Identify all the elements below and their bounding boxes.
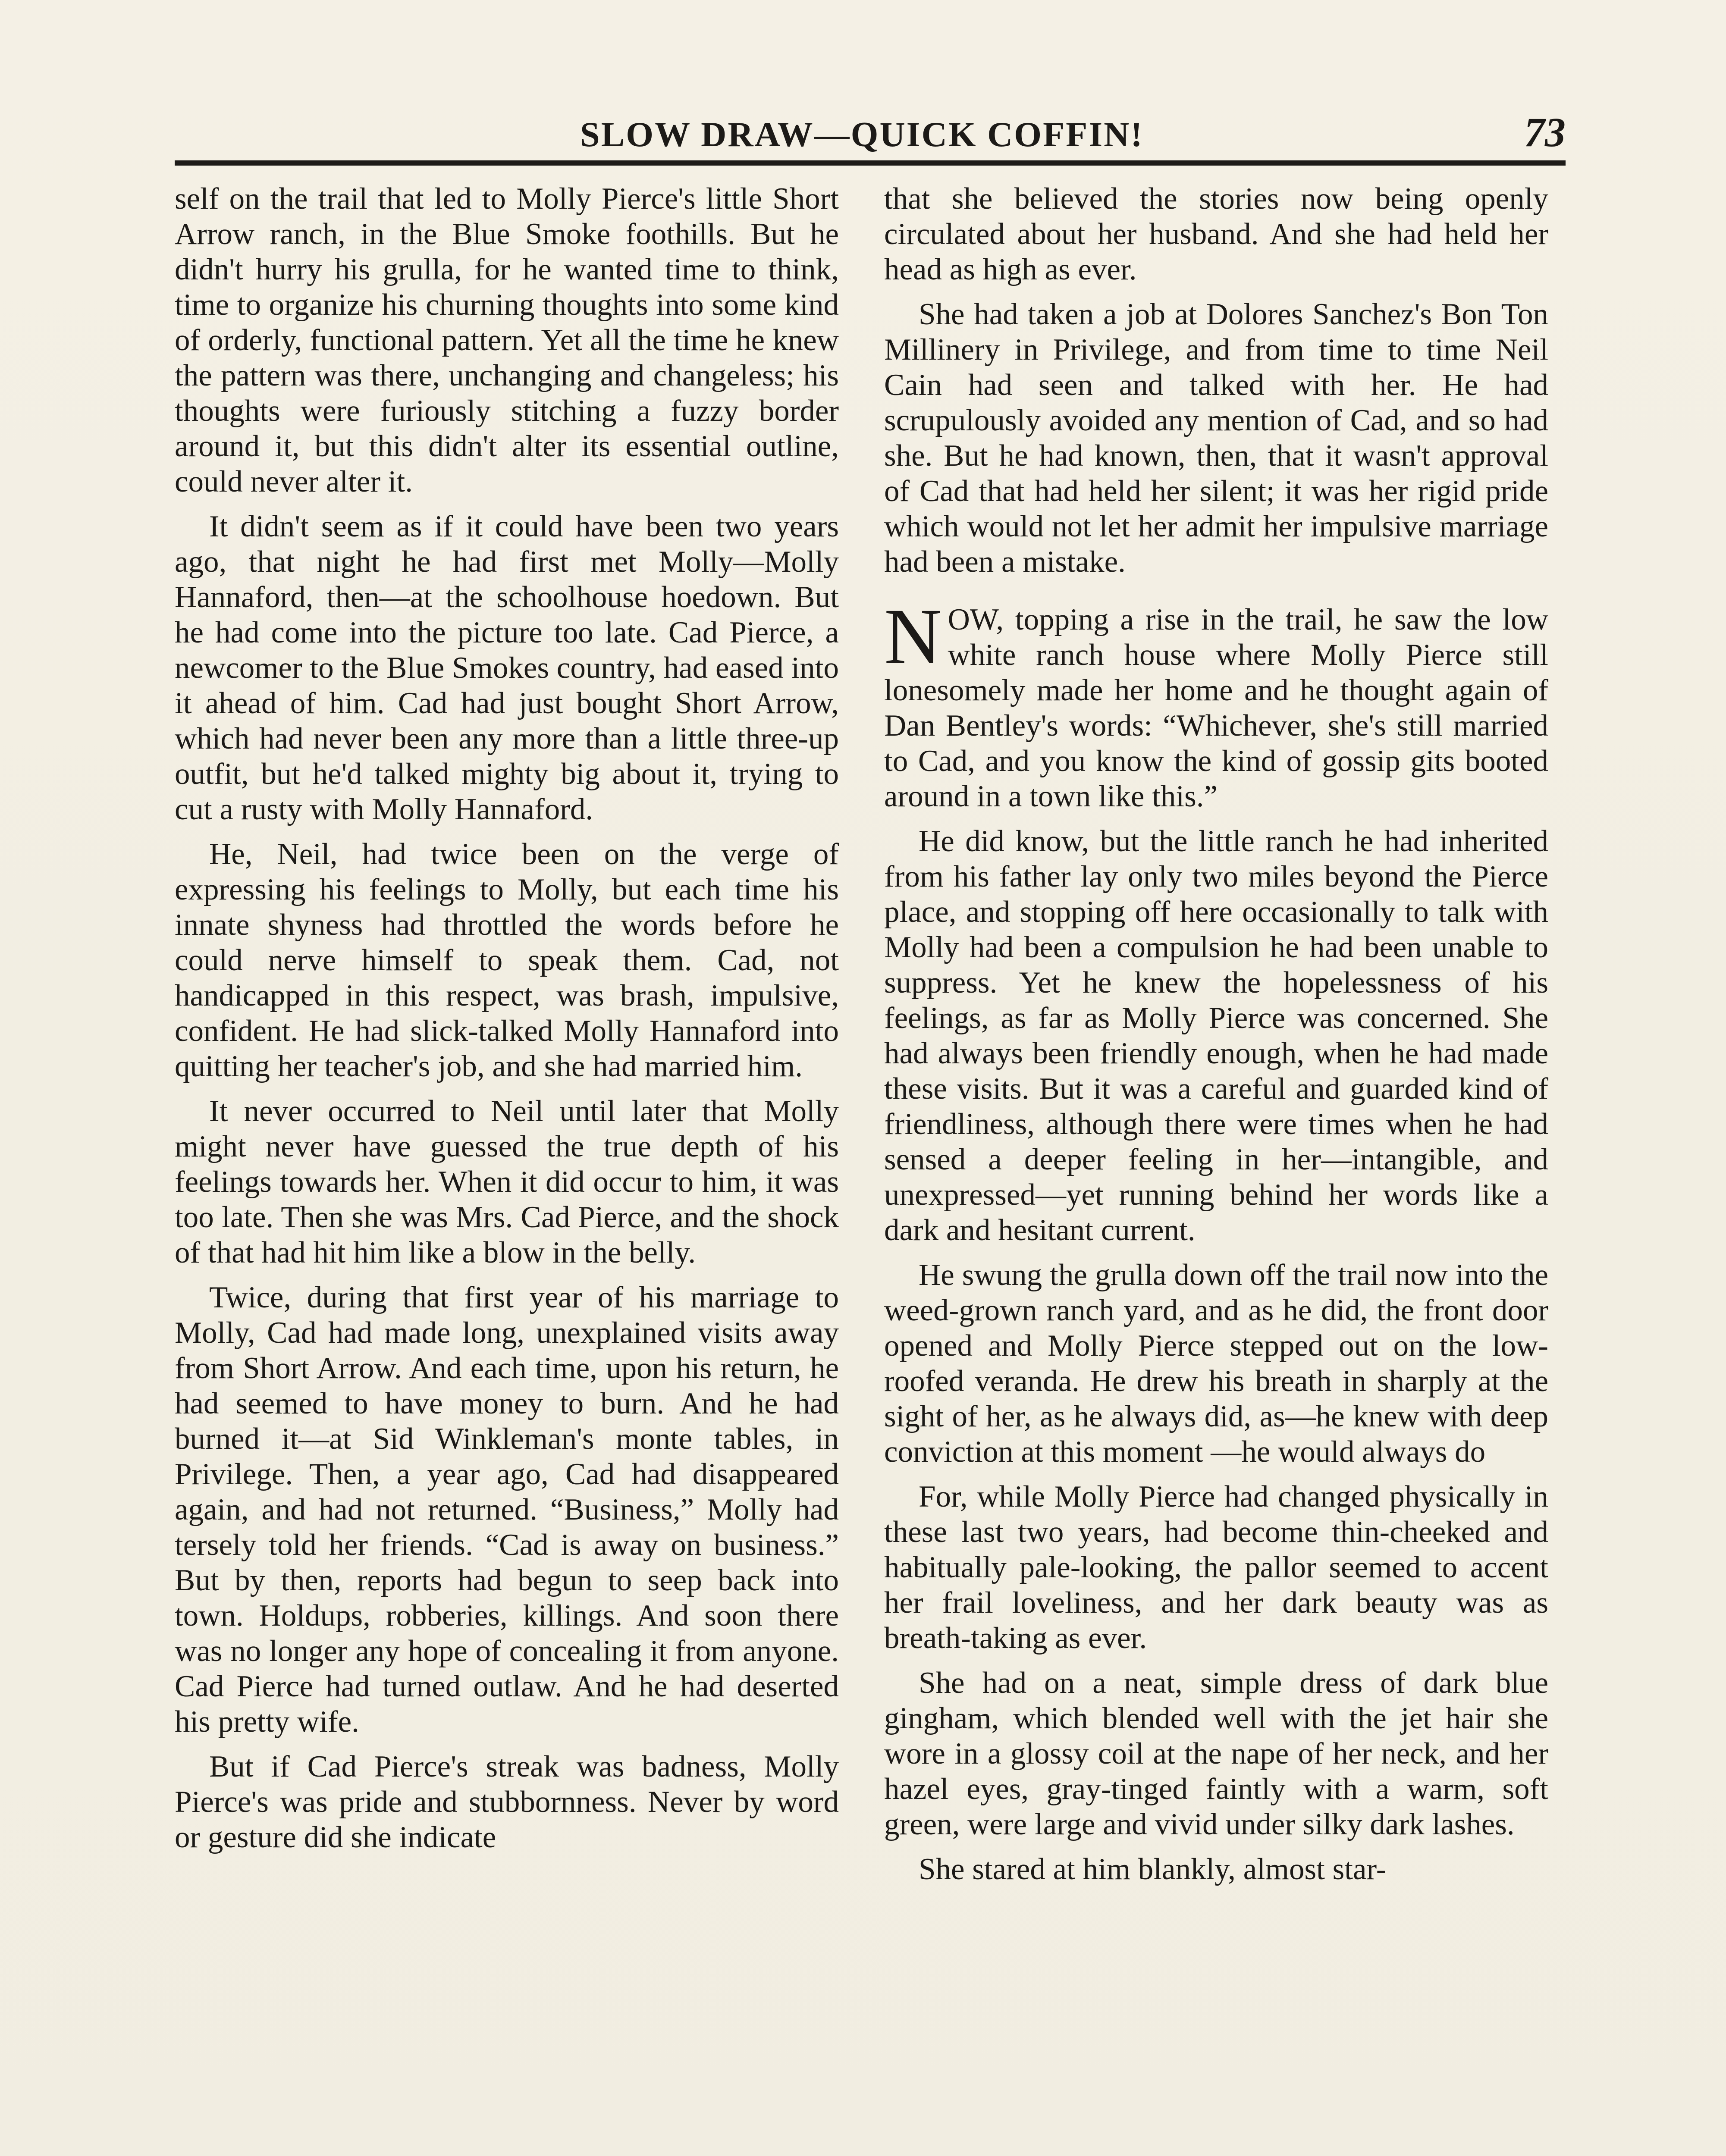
paragraph: He did know, but the little ranch he had inherited from his father lay only two miles beyond the Pierce place, and stopping off here occasionally to talk with Molly had been a compulsion he had been unable to suppress. Yet he knew the hopelessness of his feelings, as far as Molly Pierce was concerned. She had always been friendly enough, when he had made these visits. But it was a careful and guarded kind of friendliness, although there were times when he had sensed a deeper feeling in her—intangible, and unexpressed—yet running behind her words like a dark and hesitant current. — [884, 824, 1548, 1247]
page-number: 73 — [1524, 109, 1566, 155]
paragraph: For, while Molly Pierce had changed physically in these last two years, had become thin-cheeked and habitually pale-looking, the pallor seemed to accent her frail loveliness, and her dark beauty was as breath-taking as ever. — [884, 1480, 1548, 1655]
section-opening-paragraph — [884, 592, 1548, 814]
paragraph: She had taken a job at Dolores Sanchez's Bon Ton Millinery in Privilege, and from time to time Neil Cain had seen and talked with her. He had scrupulously avoided any mention of Cad, and so had she. But he had known, then, that it wasn't approval of Cad that had held her silent; it was her rigid pride which would not let her admit her impulsive marriage had been a mistake. — [884, 298, 1548, 579]
paragraph: He swung the grulla down off the trail now into the weed-grown ranch yard, and as he did, the front door opened and Molly Pierce stepped out on the low-roofed veranda. He drew his breath in sharply at the sight of her, as he always did, as—he knew with deep conviction at this moment —he would always do — [884, 1258, 1548, 1469]
right-column — [884, 181, 1548, 1896]
section-opening-text: OW, topping a rise in the trail, he saw the low white ranch house where Molly Pierce still lonesomely made her home and he thought again of Dan Bentley's words: “Whichever, she's still married to Cad, and you know the kind of gossip gits booted around in a town like this.” — [884, 603, 1548, 813]
header-rule — [175, 160, 1566, 166]
paragraph: that she believed the stories now being openly circulated about her husband. And she had held her head as high as ever. — [884, 182, 1548, 286]
paragraph: But if Cad Pierce's streak was badness, Molly Pierce's was pride and stubbornness. Never by word or gesture did she indicate — [175, 1750, 839, 1854]
paragraph: It didn't seem as if it could have been two years ago, that night he had first met Molly—Molly Hannaford, then—at the schoolhouse hoedown. But he had come into the picture too late. Cad Pierce, a newcomer to the Blue Smokes country, had eased into it ahead of him. Cad had just bought Short Arrow, which had never been any more than a little three-up outfit, but he'd talked mighty big about it, trying to cut a rusty with Molly Hannaford. — [175, 510, 839, 826]
left-column — [175, 181, 839, 1865]
paragraph: She stared at him blankly, almost star- — [919, 1852, 1387, 1886]
running-title: SLOW DRAW—QUICK COFFIN! — [580, 115, 1144, 154]
drop-cap: N — [884, 592, 942, 681]
paragraph: He, Neil, had twice been on the verge of expressing his feelings to Molly, but each time his innate shyness had throttled the words before he could nerve himself to speak them. Cad, not handicapped in this respect, was brash, impulsive, confident. He had slick-talked Molly Hannaford into quitting her teacher's job, and she had married him. — [175, 837, 839, 1083]
paragraph: self on the trail that led to Molly Pierce's little Short Arrow ranch, in the Blue Smoke foothills. But he didn't hurry his grulla, for he wanted time to think, time to organize his churning thoughts into some kind of orderly, functional pattern. Yet all the time he knew the pattern was there, unchanging and changeless; his thoughts were furiously stitching a fuzzy border around it, but this didn't alter its essential outline, could never alter it. — [175, 182, 839, 498]
paragraph: It never occurred to Neil until later that Molly might never have guessed the true depth of his feelings towards her. When it did occur to him, it was too late. Then she was Mrs. Cad Pierce, and the shock of that had hit him like a blow in the belly. — [175, 1094, 839, 1269]
paragraph: Twice, during that first year of his marriage to Molly, Cad had made long, unexplained visits away from Short Arrow. And each time, upon his return, he had seemed to have money to burn. And he had burned it—at Sid Winkleman's monte tables, in Privilege. Then, a year ago, Cad had disappeared again, and had not returned. “Business,” Molly had tersely told her friends. “Cad is away on business.” But by then, reports had begun to seep back into town. Holdups, robberies, killings. And soon there was no longer any hope of concealing it from anyone. Cad Pierce had turned outlaw. And he had deserted his pretty wife. — [175, 1281, 839, 1739]
paragraph: She had on a neat, simple dress of dark blue gingham, which blended well with the jet hair she wore in a glossy coil at the nape of her neck, and her hazel eyes, gray-tinged faintly with a warm, soft green, were large and vivid under silky dark lashes. — [884, 1666, 1548, 1841]
page-header — [175, 110, 1566, 157]
